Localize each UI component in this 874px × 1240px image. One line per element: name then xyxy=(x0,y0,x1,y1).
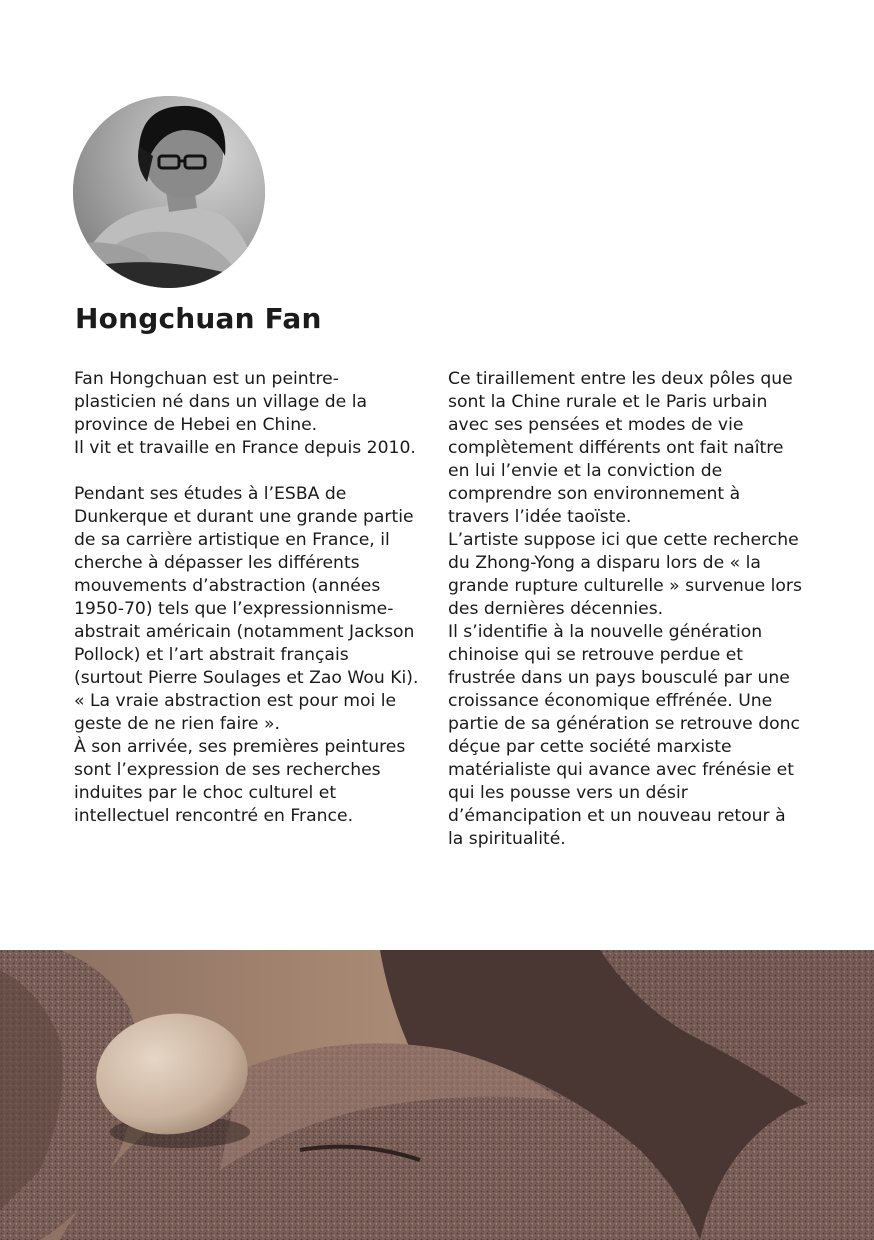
bio-right-column xyxy=(448,368,803,851)
artist-name: Hongchuan Fan xyxy=(75,302,322,335)
bio-paragraph: Il vit et travaille en France depuis 2010. xyxy=(74,438,416,458)
paragraph-spacer xyxy=(74,460,419,483)
bio-paragraph: L’artiste suppose ici que cette recherche du Zhong-Yong a disparu lors de « la grande rupture culturelle » survenue lors des dernières décennies. xyxy=(448,530,802,619)
bio-paragraph: Il s’identifie à la nouvelle génération chinoise qui se retrouve perdue et frustrée dans un pays bousculé par une croissance économique effrénée. Une partie de sa génération se retrouve donc déçue par cette société marxiste matérialiste qui avance avec frénésie et qui les pousse vers un désir d’émancipation et un nouveau retour à la spiritualité. xyxy=(448,622,800,849)
bio-paragraph: Fan Hongchuan est un peintre-plasticien né dans un village de la province de Hebei en Chine. xyxy=(74,369,368,435)
portrait-photo-icon xyxy=(73,96,265,288)
artwork-photo xyxy=(0,950,874,1240)
bio-left-column xyxy=(74,368,419,828)
bio-paragraph: Pendant ses études à l’ESBA de Dunkerque et durant une grande partie de sa carrière artistique en France, il cherche à dépasser les différents mouvements d’abstraction (années 1950-70) tels que l’expressionnisme-abstrait américain (notamment Jackson Pollock) et l’art abstrait français (surtout Pierre Soulages et Zao Wou Ki). « La vraie abstraction est pour moi le geste de ne rien faire ». xyxy=(74,484,419,734)
egg-on-rocks-icon xyxy=(0,950,874,1240)
bio-paragraph: À son arrivée, ses premières peintures sont l’expression de ses recherches induites par le choc culturel et intellectuel rencontré en France. xyxy=(74,737,406,826)
bio-paragraph: Ce tiraillement entre les deux pôles que sont la Chine rurale et le Paris urbain avec ses pensées et modes de vie complètement différents ont fait naître en lui l’envie et la conviction de comprendre son environnement à travers l’idée taoïste. xyxy=(448,369,793,527)
artist-portrait xyxy=(73,96,265,288)
